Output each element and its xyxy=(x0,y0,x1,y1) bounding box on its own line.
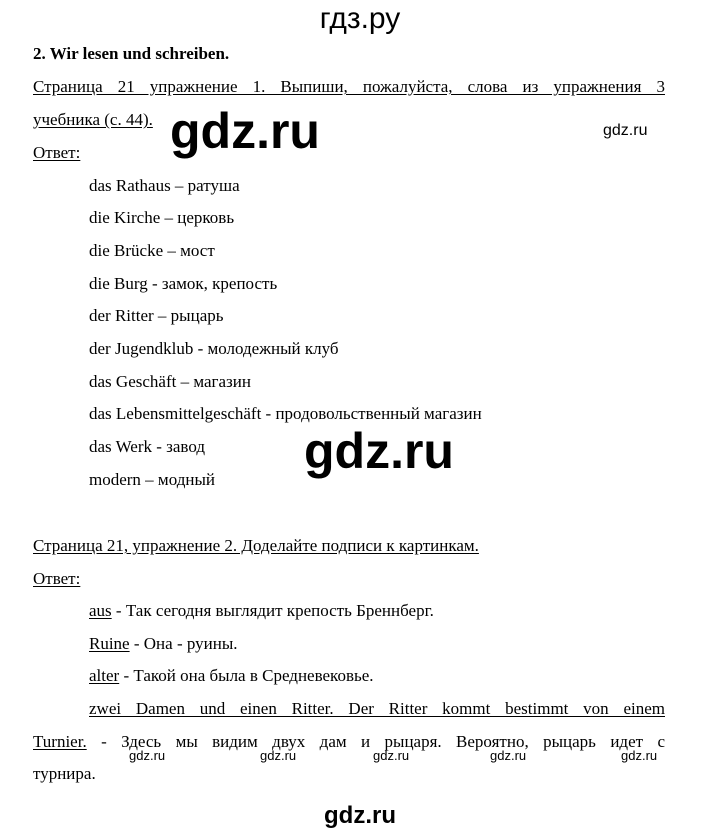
answer-label: Ответ: xyxy=(33,143,81,162)
caption-long-line1: zwei Damen und einen Ritter. Der Ritter kommt bestimmt von einem xyxy=(89,699,665,718)
caption-text: - Такой она была в Средневековье. xyxy=(119,666,374,685)
vocab-item: modern – модный xyxy=(89,470,215,489)
caption-text: - Так сегодня выглядит крепость Бреннберг. xyxy=(111,601,434,620)
vocab-item: der Jugendklub - молодежный клуб xyxy=(89,339,339,358)
vocab-item: die Brücke – мост xyxy=(89,241,215,260)
caption-word: aus xyxy=(89,601,112,620)
caption-text: - Она - руины. xyxy=(129,634,238,653)
vocab-item: das Lebensmittelgeschäft - продовольственный магазин xyxy=(89,404,482,423)
vocab-item: der Ritter – рыцарь xyxy=(89,306,224,325)
task1-instruction-line1: Страница 21 упражнение 1. Выпиши, пожалуйста, слова из упражнения 3 xyxy=(33,77,665,96)
vocab-item: die Kirche – церковь xyxy=(89,208,235,227)
caption-item xyxy=(89,634,238,654)
vocab-item: die Burg - замок, крепость xyxy=(89,274,278,293)
vocab-item: das Rathaus – ратуша xyxy=(89,176,240,195)
section-title: 2. Wir lesen und schreiben. xyxy=(33,44,230,63)
caption-word: Ruine xyxy=(89,634,130,653)
watermark-bottom: gdz.ru xyxy=(324,802,396,829)
vocab-item: das Werk - завод xyxy=(89,437,205,456)
answer-label: Ответ: xyxy=(33,569,81,588)
watermark-large: gdz.ru xyxy=(170,103,320,159)
watermark-small: gdz.ru xyxy=(129,748,166,763)
task2-instruction: Страница 21, упражнение 2. Доделайте подписи к картинкам. xyxy=(33,536,479,555)
caption-long-line3: турнира. xyxy=(33,764,96,783)
caption-word: alter xyxy=(89,666,120,685)
watermark-top: гдз.ру xyxy=(319,2,401,35)
watermark-small: gdz.ru xyxy=(603,122,648,139)
watermark-large: gdz.ru xyxy=(304,423,454,479)
watermark-small: gdz.ru xyxy=(490,748,527,763)
caption-long-line2 xyxy=(33,732,665,752)
vocab-item: das Geschäft – магазин xyxy=(89,372,251,391)
watermark-small: gdz.ru xyxy=(260,748,297,763)
caption-item xyxy=(89,666,374,686)
watermark-small: gdz.ru xyxy=(373,748,410,763)
watermark-small: gdz.ru xyxy=(621,748,658,763)
caption-text: - Здесь мы видим двух дам и рыцаря. Вероятно, рыцарь идет с xyxy=(86,732,665,751)
task1-instruction-line2: учебника (с. 44). xyxy=(33,110,153,129)
caption-word: Turnier. xyxy=(33,732,87,751)
caption-item xyxy=(89,601,434,621)
